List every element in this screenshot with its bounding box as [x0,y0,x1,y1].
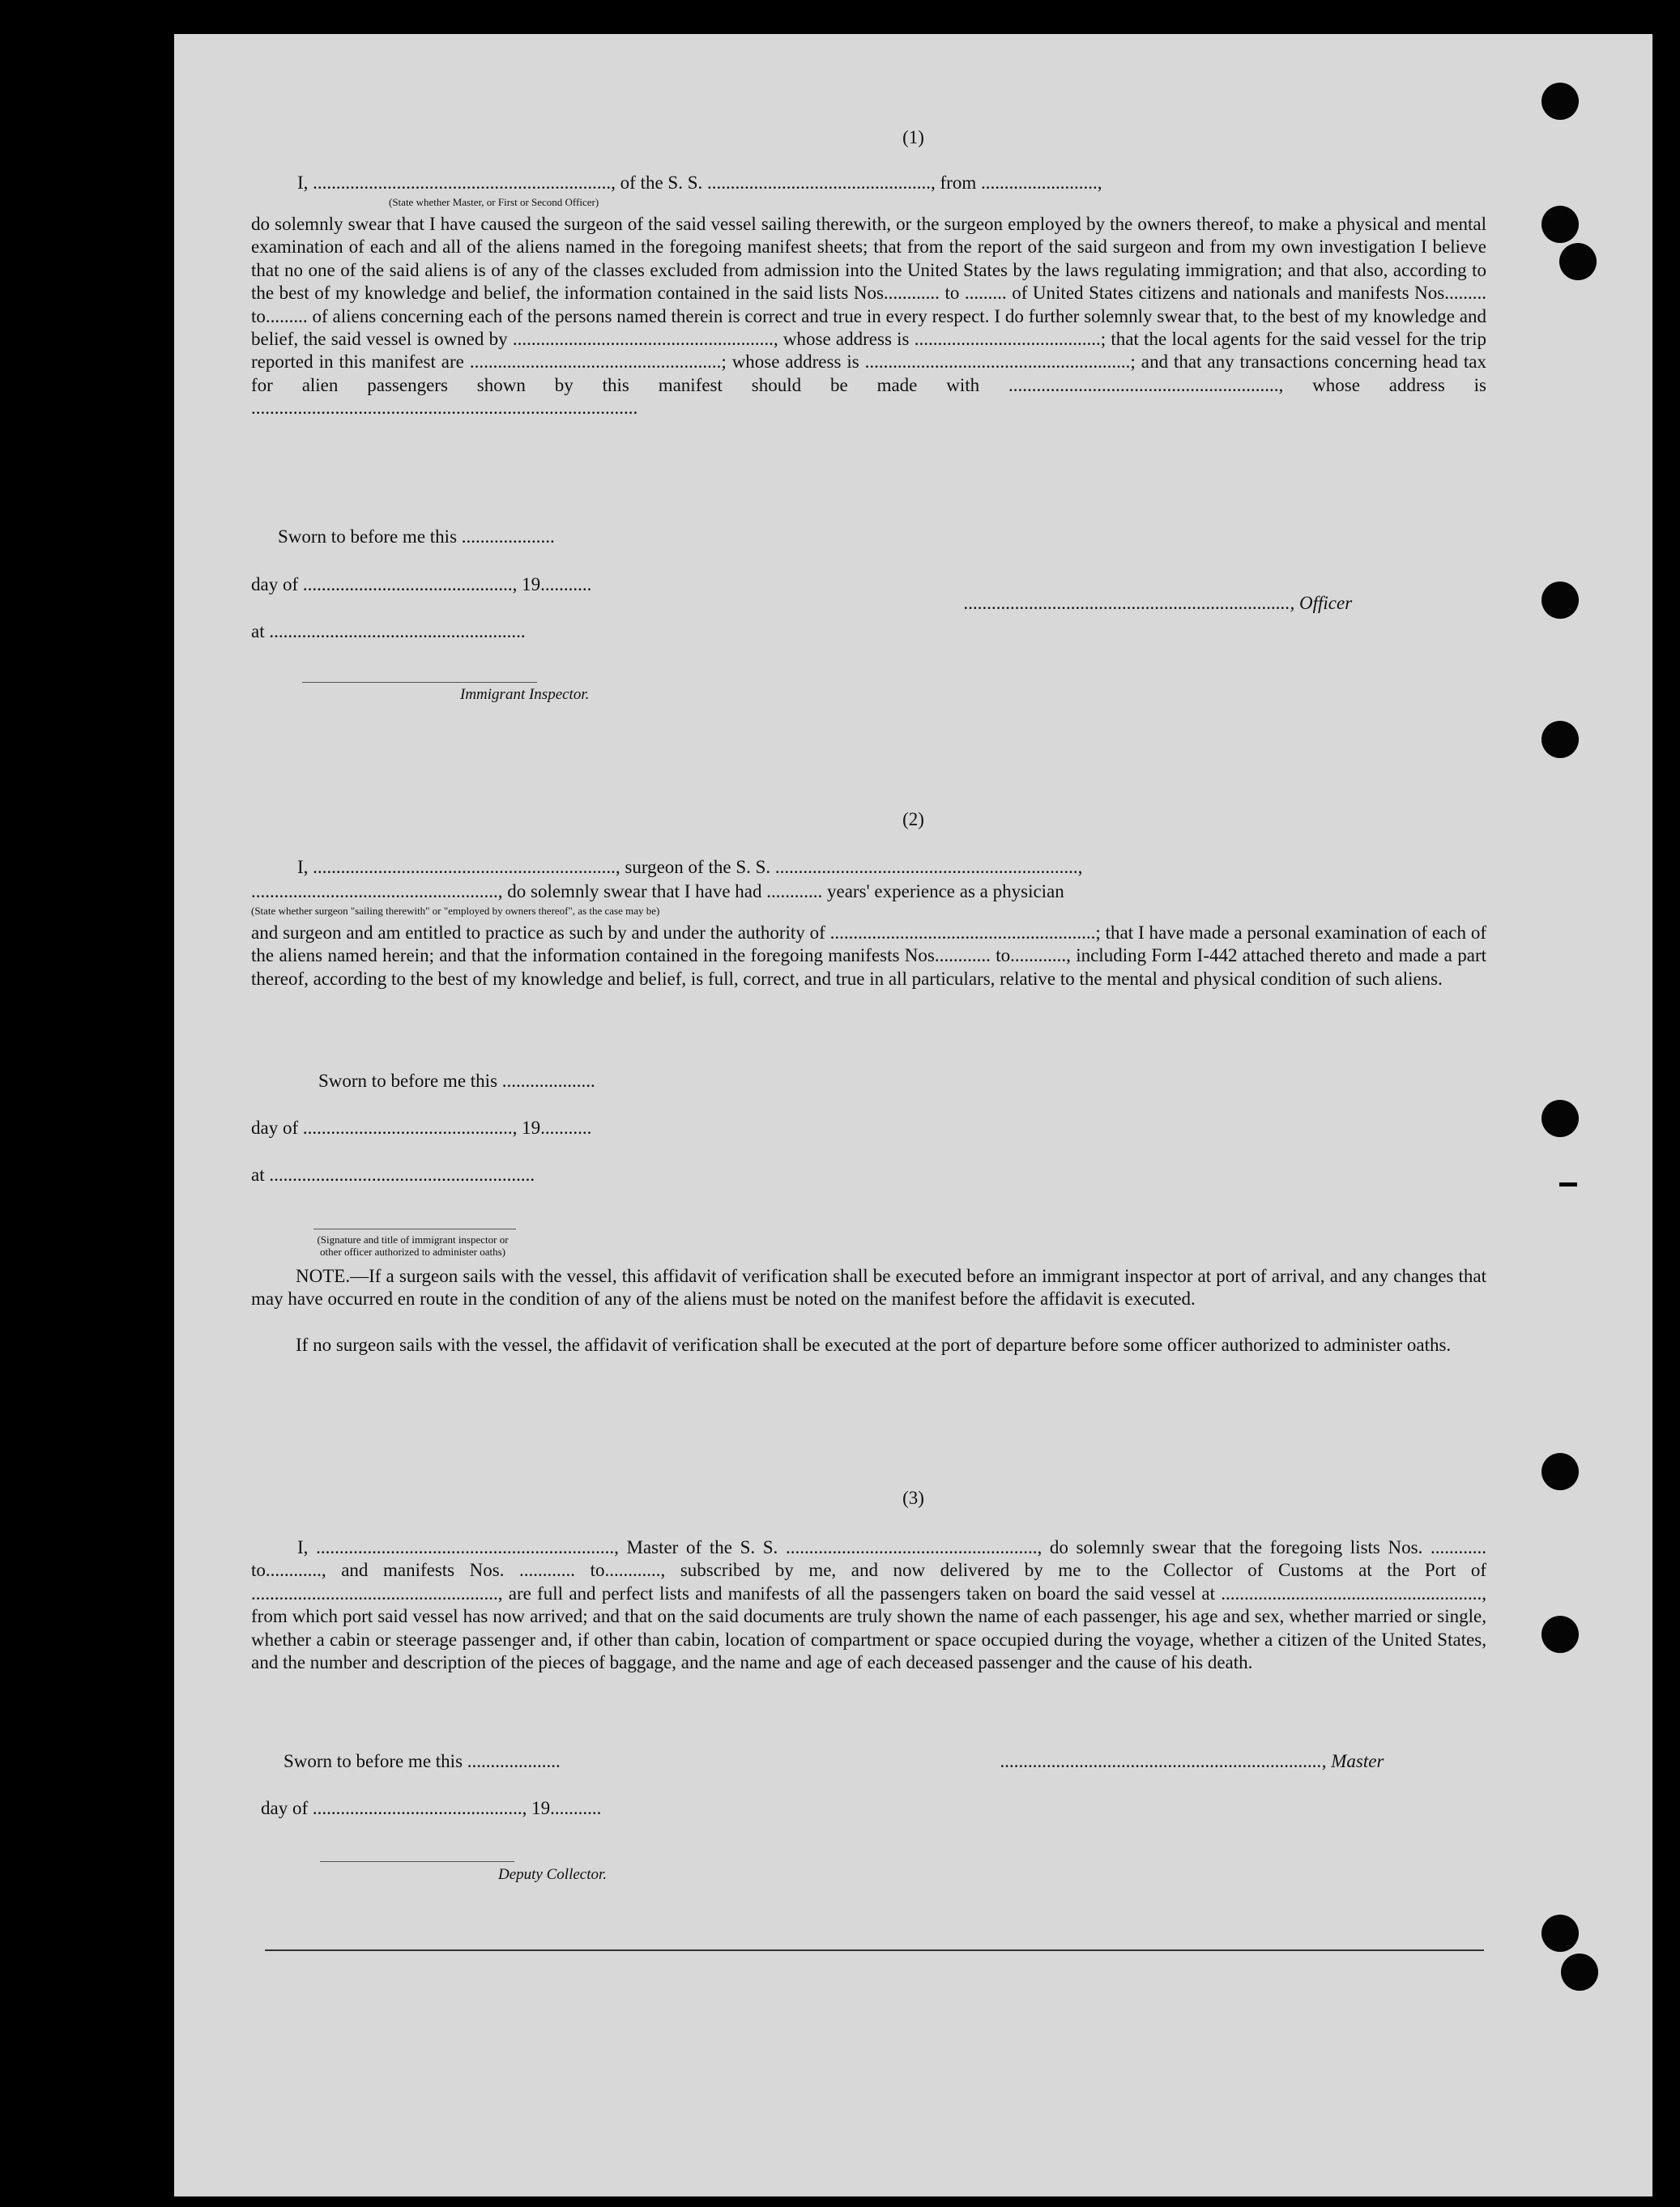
bottom-rule [265,1949,1484,1951]
section-2-oath-line-2: ....................................................., do solemnly swear that I have had ............ years' experience as a physician [251,881,1064,901]
section-3-sworn: Sworn to before me this .................... [284,1751,561,1771]
binder-hole [1541,582,1579,619]
document-page [174,34,1652,2196]
section-2-sworn: Sworn to before me this .................... [318,1071,595,1091]
section-2-caption: (State whether surgeon "sailing therewith" or "employed by owners thereof", as the case may be) [251,905,660,917]
binder-hole [1541,1453,1579,1490]
note-label: NOTE. [296,1266,351,1286]
binder-hole [1559,243,1597,280]
section-2-at: at ......................................................... [251,1165,535,1185]
section-3-signer: Deputy Collector. [498,1866,608,1883]
binder-hole [1541,83,1579,120]
section-1-body: do solemnly swear that I have caused the surgeon of the said vessel sailing therewith, or the surgeon employed by the owners thereof, to make a physical and mental examination of each and all of the aliens named in the foregoing manifest sheets; that from the report of the said surgeon and from my own investigation I believe that no one of the said aliens is of any of the classes excluded from admission into the United States by the laws regulating immigration; and that also, according to the best of my knowledge and belief, the information contained in the said lists Nos............ to ......... of United States citizens and nationals and manifests Nos......... to......... of aliens concerning each of the persons named therein is correct and true in every respect. I do further solemnly swear that, to the best of my knowledge and belief, the said vessel is owned by ........................................................, whose address is ........................................; that the local agents for the said vessel for the trip reported in this manifest are ......................................................; whose address is .........................................................; and that any transactions concerning head tax for alien passengers shown by this manifest should be made with .........................................................., whose address is ................................................................................... [251,214,1486,419]
binder-hole [1541,1616,1579,1653]
section-2-signer: (Signature and title of immigrant inspector or other officer authorized to administer oaths) [317,1233,509,1258]
section-1-officer: ......................................................................, Officer [964,593,1353,613]
section-2-day: day of ............................................., 19........... [251,1118,592,1138]
section-1-day: day of ............................................., 19........... [251,574,592,594]
section-2-oath-line-1: I, ................................................................., surgeon of the S. S. ................................................................., [297,857,1083,877]
section-2-body: and surgeon and am entitled to practice as such by and under the authority of .........................................................; that I have made a personal examination of each of the aliens named herein; and that the information contained in the foregoing manifests Nos............ to............, including Form I-442 attached thereto and made a part thereof, according to the best of my knowledge and belief, is full, correct, and true in all particulars, relative to the mental and physical condition of such aliens. [251,922,1486,989]
binder-hole [1541,1100,1579,1137]
binder-mark [1559,1182,1577,1187]
section-2-note-2: If no surgeon sails with the vessel, the affidavit of verification shall be executed at the port of departure before some officer authorized to administer oaths. [296,1335,1452,1355]
section-3-number: (3) [902,1488,924,1508]
section-3-body: I, ................................................................, Master of the S. S. ......................................................, do solemnly swear that the foregoing lists Nos. ............ to............, and manifests Nos. ............ to............, subscribed by me, and now delivered by me to the Collector of Customs at the Port of ....................................................., are full and perfect lists and manifests of all the passengers taken on board the said vessel at ........................................................, from which port said vessel has now arrived; and that on the said documents are truly shown the name of each passenger, his age and sex, whether married or single, whether a cabin or steerage passenger and, if other than cabin, location of compartment or space occupied during the voyage, whether a citizen of the United States, and the number and description of the pieces of baggage, and the name and age of each deceased passenger and the cause of his death. [251,1537,1486,1673]
section-1-sworn: Sworn to before me this .................... [278,526,555,547]
section-1-caption: (State whether Master, or First or Second Officer) [389,196,599,208]
section-1-at: at ....................................................... [251,621,526,641]
section-3-signature-line [320,1861,514,1862]
section-3-day: day of ............................................., 19........... [261,1798,602,1818]
section-1-signature-line [302,682,537,683]
binder-hole [1541,721,1579,758]
section-1-oath-line: I, ................................................................, of the S. S. ................................................, from ........................., [297,173,1102,193]
section-2-note [251,1265,1486,1311]
section-1-number: (1) [902,127,924,147]
section-3-master: ....................................................................., Master [1000,1751,1384,1771]
section-1-signer: Immigrant Inspector. [460,686,590,703]
binder-hole [1541,1915,1579,1952]
binder-hole [1541,206,1579,243]
section-2-number: (2) [902,809,924,829]
note-text: —If a surgeon sails with the vessel, this affidavit of verification shall be executed before an immigrant inspector at port of arrival, and any changes that may have occurred en route in the condition of any of the aliens must be noted on the manifest before the affidavit is executed. [251,1266,1486,1310]
binder-hole [1561,1953,1598,1991]
